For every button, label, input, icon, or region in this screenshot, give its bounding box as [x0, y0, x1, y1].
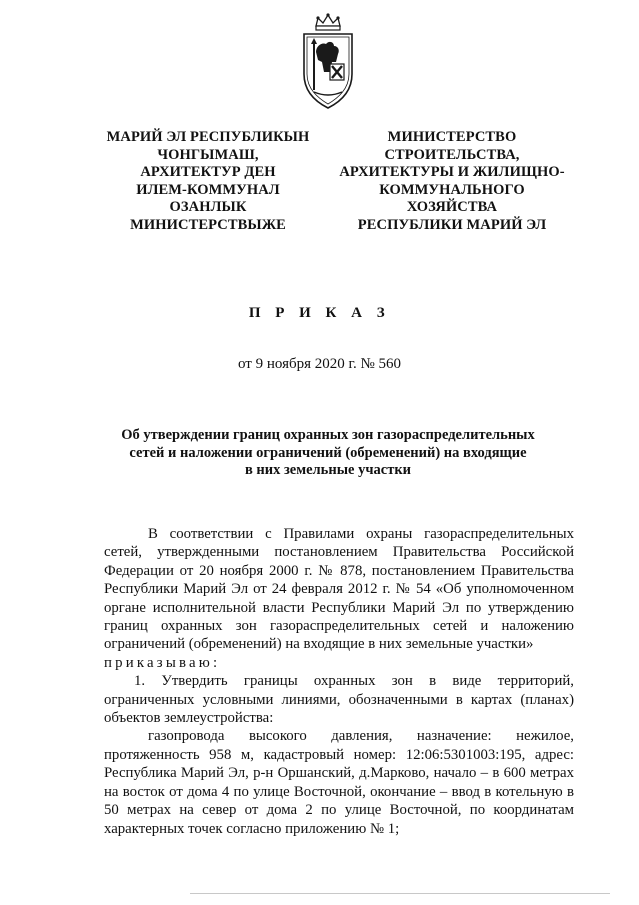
document-type: П Р И К А З	[248, 305, 391, 321]
page-divider	[190, 893, 610, 894]
ministry-name-mari: МАРИЙ ЭЛ РЕСПУБЛИКЫН ЧОНГЫМАШ, АРХИТЕКТУР ДЕН ИЛЕМ-КОММУНАЛ ОЗАНЛЫК МИНИСТЕРСТВЫЖЕ	[106, 129, 310, 233]
item-1-paragraph: 1. Утвердить границы охранных зон в виде территорий, ограниченных условными линиями, обозначенными в картах (планах) объектов землеустройства:	[104, 673, 574, 727]
ministry-name-russian: МИНИСТЕРСТВО СТРОИТЕЛЬСТВА, АРХИТЕКТУРЫ И ЖИЛИЩНО- КОММУНАЛЬНОГО ХОЗЯЙСТВА РЕСПУБЛИКИ МАРИЙ ЭЛ	[339, 129, 565, 233]
document-body	[104, 525, 574, 838]
document-date-number: от 9 ноября 2020 г. № 560	[237, 356, 402, 372]
coat-of-arms-icon	[296, 12, 360, 112]
item-1-subparagraph: газопровода высокого давления, назначение: нежилое, протяженность 958 м, кадастровый номер: 12:06:5301003:195, адрес: Республика Марий Эл, р-н Оршанский, д.Марково, начало – в 600 метрах на восток от дома 4 по улице Восточной, окончание – ввод в котельную в 50 метрах на север от дома 2 по улице Восточной, по координатам характерных точек согласно приложению № 1;	[104, 728, 574, 837]
preamble-paragraph: В соответствии с Правилами охраны газораспределительных сетей, утвержденными постановлением Правительства Российской Федерации от 20 ноября 2000 г. № 878, постановлением Правительства Республики Марий Эл от 24 февраля 2012 г. № 54 «Об уполномоченном органе исполнительной власти Республики Марий Эл по утверждению границ охранных зон газораспределительных сетей и наложению ограничений (обременений) на входящие в них земельные участки»	[104, 526, 574, 653]
document-title: Об утверждении границ охранных зон газораспределительных сетей и наложении ограничений (обременений) на входящие в них земельные участки	[121, 427, 535, 479]
order-word: приказываю:	[104, 654, 221, 671]
